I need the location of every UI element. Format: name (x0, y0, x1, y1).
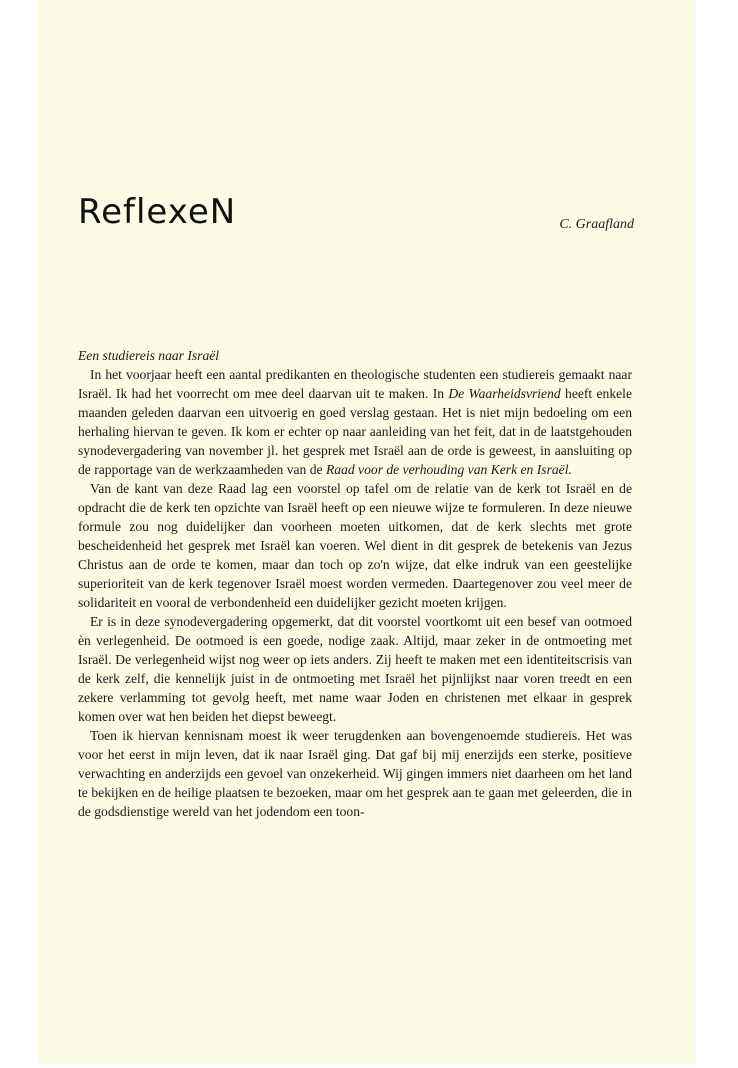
publication-title: De Waarheidsvriend (448, 386, 561, 401)
article-heading: ReflexeN (78, 192, 237, 232)
author-name: C. Graafland (559, 217, 634, 232)
paragraph-1-text-a: In het voorjaar heeft een aantal predikanten en theologische studenten een studiereis gemaakt naar Israël. Ik had het voorrecht om mee deel daarvan uit te maken. In (78, 367, 632, 401)
article-body (78, 346, 632, 821)
paragraph-4: Toen ik hiervan kennisnam moest ik weer terugdenken aan bovengenoemde studiereis. Het was voor het eerst in mijn leven, dat ik naar Israël ging. Dat gaf bij mij enerzijds een sterke, positieve verwachting en anderzijds een gevoel van onzekerheid. Wij gingen immers niet daarheen om het land te bekijken en de heilige plaatsen te bezoeken, maar om het gesprek aan te gaan met geleerden, die in de godsdienstige wereld van het jodendom een toon- (78, 728, 632, 819)
paragraph-3: Er is in deze synodevergadering opgemerkt, dat dit voorstel voortkomt uit een besef van ootmoed èn verlegenheid. De ootmoed is een goede, nodige zaak. Altijd, maar zeker in de ontmoeting met Israël. De verlegenheid wijst nog weer op iets anders. Zij heeft te maken met een identiteitscrisis van de kerk zelf, die kennelijk juist in de ontmoeting met Israël het pijnlijkst naar voren treedt en een zekere verlamming tot gevolg heeft, met name waar Joden en christenen met elkaar in gesprek komen over wat hen beiden het diepst beweegt. (78, 614, 632, 724)
document-page (38, 0, 694, 1064)
council-name: Raad voor de verhouding van Kerk en Israël. (325, 462, 572, 477)
paragraph-1-text-c: heeft enkele maanden geleden daarvan een uitvoerig en goed verslag gestaan. Het is niet mijn bedoeling om een herhaling hiervan te geven. Ik kom er echter op naar aanleiding van het feit, dat in de laatstgehouden synodevergadering van november jl. het gesprek met Israël aan de orde is geweest, in aansluiting op de rapportage van de werkzaamheden van de (78, 386, 632, 477)
paragraph-1 (78, 365, 632, 479)
section-title: Een studiereis naar Israël (78, 348, 220, 363)
paragraph-2: Van de kant van deze Raad lag een voorstel op tafel om de relatie van de kerk tot Israël en de opdracht die de kerk ten opzichte van Israël heeft op een nieuwe wijze te formuleren. In deze nieuwe formule zou nog duidelijker dan voorheen moeten uitkomen, dat de kerk slechts met grote bescheidenheid het gesprek met Israël kan voeren. Wel dient in dit gesprek de betekenis van Jezus Christus aan de orde te komen, maar dan toch op zo'n wijze, dat elke indruk van een geestelijke superioriteit van de kerk tegenover Israël moest worden vermeden. Daartegenover zou veel meer de solidariteit en vooral de verbondenheid een duidelijker gezicht moeten krijgen. (78, 481, 632, 610)
